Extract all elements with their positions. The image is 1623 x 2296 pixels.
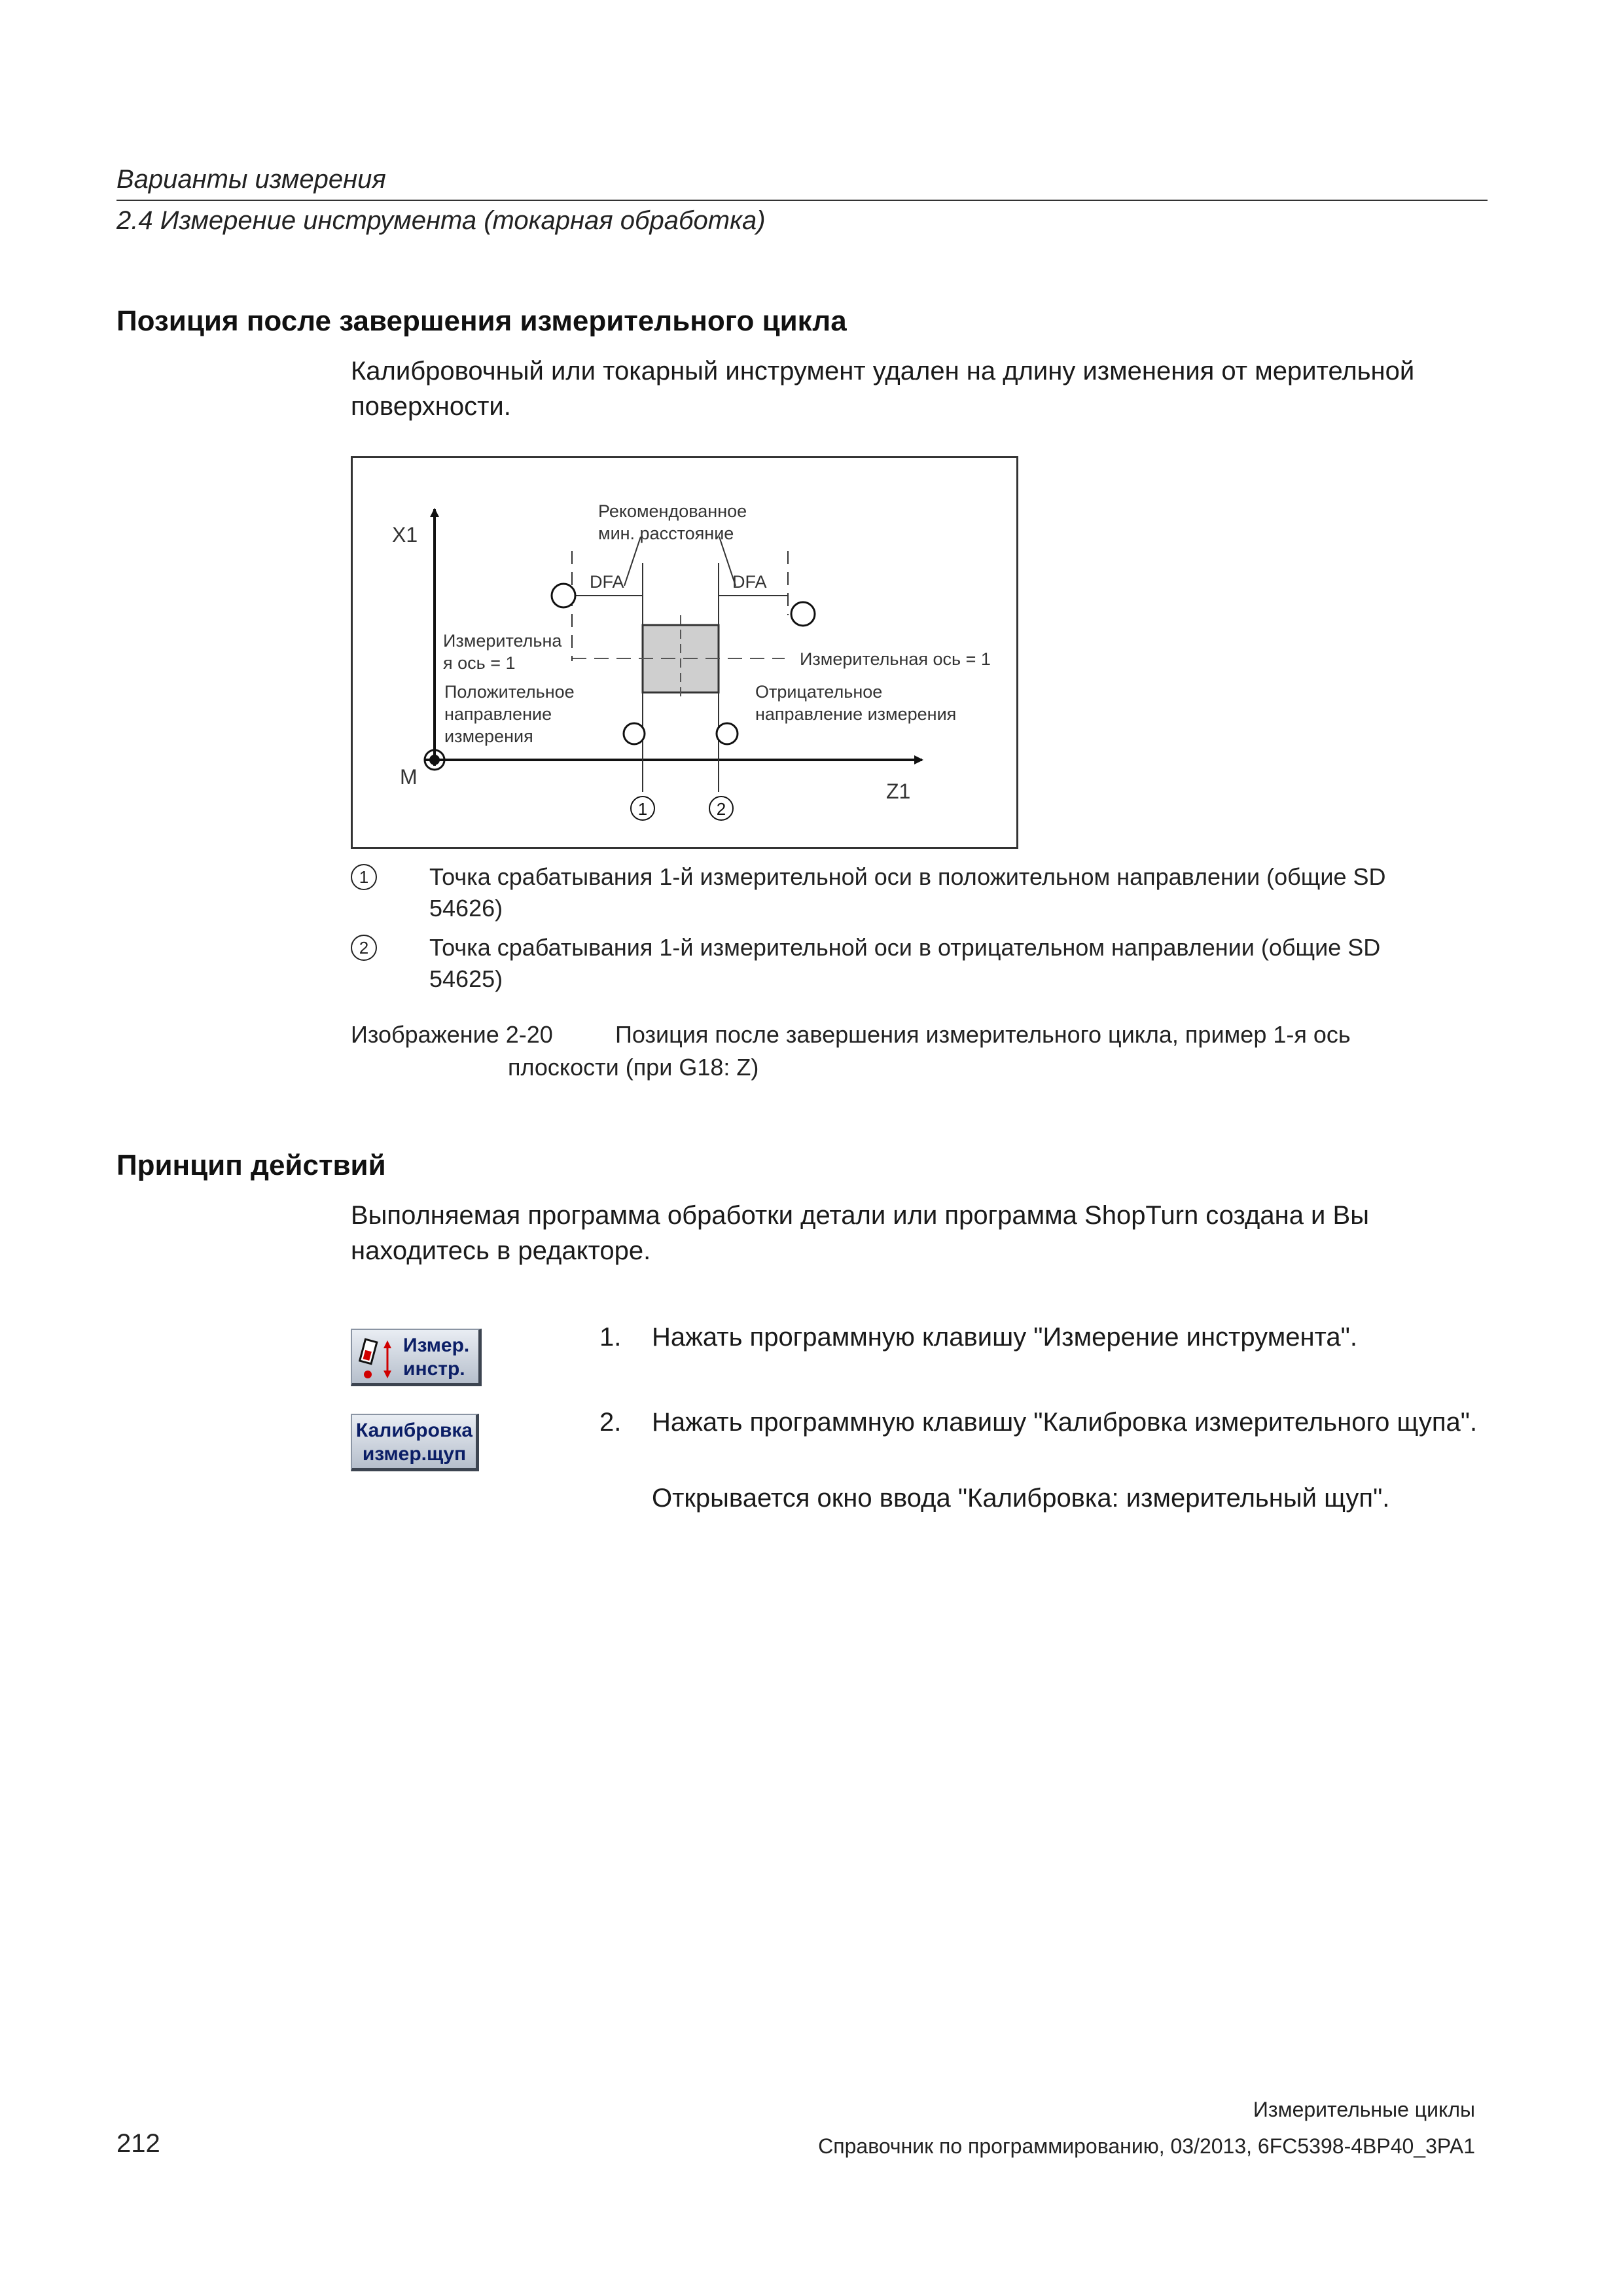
- positive-direction-line1: Положительное: [444, 682, 575, 702]
- step-1: [599, 1319, 1489, 1359]
- softkey-measure-tool[interactable]: [351, 1329, 482, 1386]
- top-label-leader-left: [624, 537, 641, 586]
- caption-text-line1: Позиция после завершения измерительного цикла, пример 1-я ось: [615, 1021, 1351, 1048]
- footer-book-title: Измерительные циклы: [1253, 2098, 1475, 2121]
- step-number: 2.: [599, 1408, 622, 1437]
- step-text: Нажать программную клавишу "Измерение инструмента".: [652, 1323, 1357, 1352]
- running-header-subsection: 2.4 Измерение инструмента (токарная обработка): [116, 206, 766, 235]
- top-label-line1: Рекомендованное: [598, 501, 747, 521]
- step-2: [599, 1405, 1489, 1535]
- header-rule: [116, 200, 1488, 201]
- figure-caption: [351, 1018, 1489, 1084]
- step-number: 1.: [599, 1323, 622, 1352]
- positive-direction-line3: измерения: [444, 726, 533, 746]
- caption-label: Изображение 2-20: [351, 1021, 553, 1048]
- measure-tool-icon: [359, 1331, 398, 1384]
- section-paragraph-principle: Выполняемая программа обработки детали или программа ShopTurn создана и Вы находитесь в редакторе.: [351, 1201, 1369, 1265]
- section-paragraph-position: Калибровочный или токарный инструмент удален на длину изменения от мерительной поверхности.: [351, 357, 1415, 421]
- section-heading-principle: Принцип действий: [116, 1149, 386, 1181]
- softkey-calibrate-probe-line2: измер.щуп: [362, 1443, 467, 1465]
- footer-reference: Справочник по программированию, 03/2013, 6FC5398-4BP40_3PA1: [818, 2134, 1475, 2158]
- softkey-calibrate-probe[interactable]: [351, 1414, 479, 1471]
- axis-z1-label: Z1: [886, 780, 911, 803]
- negative-direction-line1: Отрицательное: [755, 682, 883, 702]
- caption-text-line2: плоскости (при G18: Z): [508, 1054, 759, 1081]
- legend-number: 1: [351, 864, 377, 890]
- figure-measuring-position: [351, 456, 1018, 849]
- right-axis-label: Измерительная ось = 1: [800, 649, 991, 669]
- dfa-right-label: DFA: [732, 572, 767, 592]
- dfa-left-label: DFA: [590, 572, 624, 592]
- legend-item-1: [351, 861, 1489, 927]
- page-number: 212: [116, 2129, 160, 2158]
- legend-item-2: [351, 932, 1489, 997]
- negative-direction-line2: направление измерения: [755, 704, 957, 724]
- axis-x1-label: X1: [392, 523, 418, 547]
- step-note: Открывается окно ввода "Калибровка: измерительный щуп".: [652, 1484, 1390, 1513]
- legend-number: 2: [351, 935, 377, 961]
- start-position-right-circle: [791, 602, 815, 626]
- positive-direction-line2: направление: [444, 704, 552, 724]
- step-text: Нажать программную клавишу "Калибровка измерительного щупа".: [652, 1408, 1478, 1437]
- legend-text: Точка срабатывания 1-й измерительной оси в отрицательном направлении (общие SD 54625): [429, 934, 1381, 992]
- figure-diagram: [353, 458, 1016, 847]
- marker-2-label: 2: [716, 799, 726, 819]
- left-axis-label-line1: Измерительна: [443, 631, 562, 651]
- top-label-line2: мин. расстояние: [598, 524, 734, 543]
- left-axis-label-line2: я ось = 1: [443, 653, 516, 673]
- section-heading-position: Позиция после завершения измерительного цикла: [116, 305, 847, 337]
- origin-label: M: [400, 765, 418, 789]
- softkey-calibrate-probe-line1: Калибровка: [355, 1420, 473, 1441]
- start-position-left-circle: [552, 584, 575, 607]
- running-header-section: Варианты измерения: [116, 165, 386, 194]
- origin-symbol-core: [429, 755, 440, 765]
- trigger-point-2-circle: [717, 723, 738, 744]
- trigger-point-1-circle: [624, 723, 645, 744]
- softkey-measure-tool-line1: Измер.: [403, 1335, 470, 1356]
- marker-1-label: 1: [637, 799, 648, 819]
- legend-text: Точка срабатывания 1-й измерительной оси в положительном направлении (общие SD 54626): [429, 863, 1386, 922]
- softkey-measure-tool-line2: инстр.: [403, 1358, 465, 1380]
